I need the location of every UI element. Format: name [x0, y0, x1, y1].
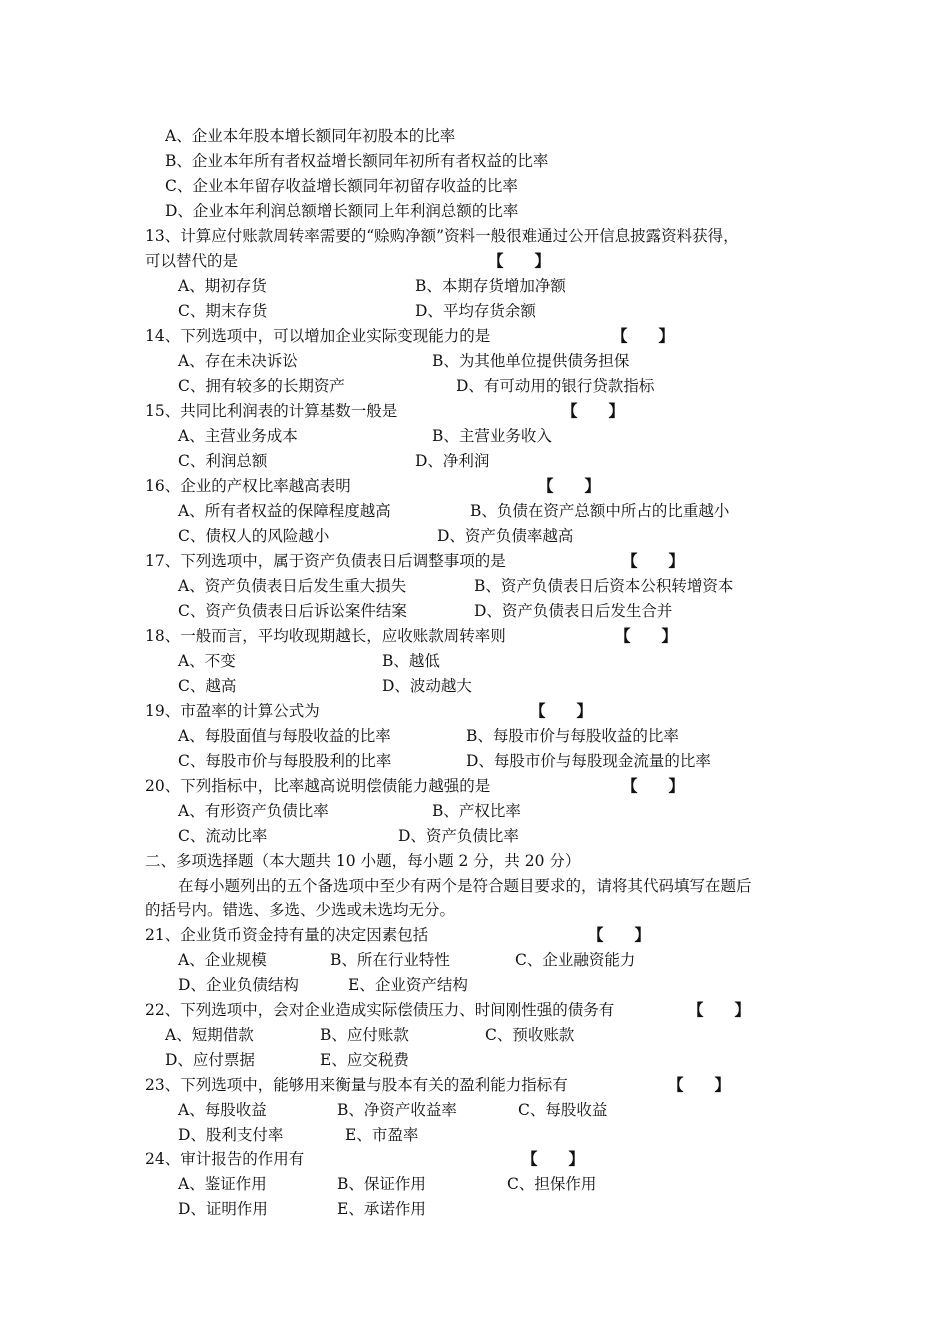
q19-option-c: C、每股市价与每股股利的比率 [178, 752, 392, 770]
q23-option-d: D、股利支付率 [178, 1126, 284, 1144]
q13-stem-line2: 可以替代的是 [145, 252, 239, 270]
section-instructions-line1: 在每小题列出的五个备选项中至少有两个是符合题目要求的，请将其代码填写在题后 [178, 877, 752, 895]
q24-option-e: E、承诺作用 [337, 1200, 426, 1218]
q24-option-b: B、保证作用 [337, 1175, 426, 1193]
q17-stem: 17、下列选项中，属于资产负债表日后调整事项的是 [145, 552, 506, 570]
q20-option-c: C、流动比率 [178, 827, 268, 845]
q21-option-a: A、企业规模 [178, 951, 267, 969]
q21-answer-bracket: 【 】 [588, 925, 651, 944]
q22-option-c: C、预收账款 [485, 1026, 575, 1044]
q16-option-c: C、债权人的风险越小 [178, 527, 330, 545]
q16-option-a: A、所有者权益的保障程度越高 [178, 502, 391, 520]
q21-option-e: E、企业资产结构 [348, 976, 468, 994]
q15-option-c: C、利润总额 [178, 452, 268, 470]
q22-stem: 22、下列选项中，会对企业造成实际偿债压力、时间刚性强的债务有 [145, 1001, 615, 1019]
q20-stem: 20、下列指标中，比率越高说明偿债能力越强的是 [145, 777, 491, 795]
q12-option-b: B、企业本年所有者权益增长额同年初所有者权益的比率 [165, 152, 549, 170]
q16-stem: 16、企业的产权比率越高表明 [145, 477, 351, 495]
q21-option-d: D、企业负债结构 [178, 976, 299, 994]
q12-option-d: D、企业本年利润总额增长额同上年利润总额的比率 [165, 202, 519, 220]
q15-answer-bracket: 【 】 [562, 401, 625, 420]
q24-option-d: D、证明作用 [178, 1200, 268, 1218]
q21-stem: 21、企业货币资金持有量的决定因素包括 [145, 926, 429, 944]
q19-option-d: D、每股市价与每股现金流量的比率 [466, 752, 711, 770]
q24-option-a: A、鉴证作用 [178, 1175, 267, 1193]
q23-answer-bracket: 【 】 [668, 1075, 731, 1094]
q18-option-c: C、越高 [178, 677, 237, 695]
q22-answer-bracket: 【 】 [688, 1000, 751, 1019]
q21-option-c: C、企业融资能力 [515, 951, 636, 969]
q24-stem: 24、审计报告的作用有 [145, 1150, 305, 1168]
q13-option-d: D、平均存货余额 [415, 302, 536, 320]
q16-answer-bracket: 【 】 [538, 476, 601, 495]
q18-answer-bracket: 【 】 [615, 626, 678, 645]
q20-answer-bracket: 【 】 [622, 776, 685, 795]
q21-option-b: B、所在行业特性 [330, 951, 450, 969]
q14-option-c: C、拥有较多的长期资产 [178, 377, 345, 395]
q17-option-b: B、资产负债表日后资本公积转增资本 [474, 577, 734, 595]
q20-option-d: D、资产负债比率 [398, 827, 519, 845]
q15-option-a: A、主营业务成本 [178, 427, 298, 445]
q14-answer-bracket: 【 】 [612, 326, 675, 345]
q18-option-d: D、波动越大 [382, 677, 472, 695]
section-instructions-line2: 的括号内。错选、多选、少选或未选均无分。 [145, 901, 456, 919]
q14-option-d: D、有可动用的银行贷款指标 [456, 377, 655, 395]
q22-option-e: E、应交税费 [320, 1051, 409, 1069]
q14-stem: 14、下列选项中，可以增加企业实际变现能力的是 [145, 327, 491, 345]
q23-option-b: B、净资产收益率 [337, 1101, 457, 1119]
q16-option-b: B、负债在资产总额中所占的比重越小 [470, 502, 730, 520]
q20-option-a: A、有形资产负债比率 [178, 802, 329, 820]
q13-option-a: A、期初存货 [178, 277, 267, 295]
q22-option-d: D、应付票据 [165, 1051, 255, 1069]
section-title: 二、多项选择题（本大题共 10 小题，每小题 2 分，共 20 分） [145, 852, 581, 870]
q19-answer-bracket: 【 】 [530, 701, 593, 720]
q20-option-b: B、产权比率 [432, 802, 521, 820]
q17-option-a: A、资产负债表日后发生重大损失 [178, 577, 407, 595]
q19-stem: 19、市盈率的计算公式为 [145, 702, 320, 720]
q18-option-b: B、越低 [382, 652, 440, 670]
q17-option-d: D、资产负债表日后发生合并 [474, 602, 673, 620]
q24-option-c: C、担保作用 [507, 1175, 597, 1193]
q18-stem: 18、一般而言，平均收现期越长，应收账款周转率则 [145, 627, 506, 645]
q19-option-b: B、每股市价与每股收益的比率 [466, 727, 679, 745]
q22-option-b: B、应付账款 [320, 1026, 409, 1044]
q13-option-c: C、期末存货 [178, 302, 268, 320]
q12-option-a: A、企业本年股本增长额同年初股本的比率 [165, 127, 456, 145]
q19-option-a: A、每股面值与每股收益的比率 [178, 727, 391, 745]
q14-option-b: B、为其他单位提供债务担保 [432, 352, 630, 370]
q15-option-b: B、主营业务收入 [432, 427, 552, 445]
q13-answer-bracket: 【 】 [488, 251, 551, 270]
q12-option-c: C、企业本年留存收益增长额同年初留存收益的比率 [165, 177, 518, 195]
q16-option-d: D、资产负债率越高 [437, 527, 574, 545]
q14-option-a: A、存在未决诉讼 [178, 352, 298, 370]
q23-option-e: E、市盈率 [345, 1126, 419, 1144]
q13-option-b: B、本期存货增加净额 [415, 277, 566, 295]
q23-option-a: A、每股收益 [178, 1101, 267, 1119]
q17-answer-bracket: 【 】 [622, 551, 685, 570]
q18-option-a: A、不变 [178, 652, 236, 670]
q23-option-c: C、每股收益 [518, 1101, 608, 1119]
q15-stem: 15、共同比利润表的计算基数一般是 [145, 402, 398, 420]
q22-option-a: A、短期借款 [165, 1026, 254, 1044]
q17-option-c: C、资产负债表日后诉讼案件结案 [178, 602, 407, 620]
q13-stem-line1: 13、计算应付账款周转率需要的“赊购净额”资料一般很难通过公开信息披露资料获得， [145, 227, 739, 245]
q24-answer-bracket: 【 】 [522, 1149, 585, 1168]
q23-stem: 23、下列选项中，能够用来衡量与股本有关的盈利能力指标有 [145, 1076, 568, 1094]
q15-option-d: D、净利润 [415, 452, 490, 470]
